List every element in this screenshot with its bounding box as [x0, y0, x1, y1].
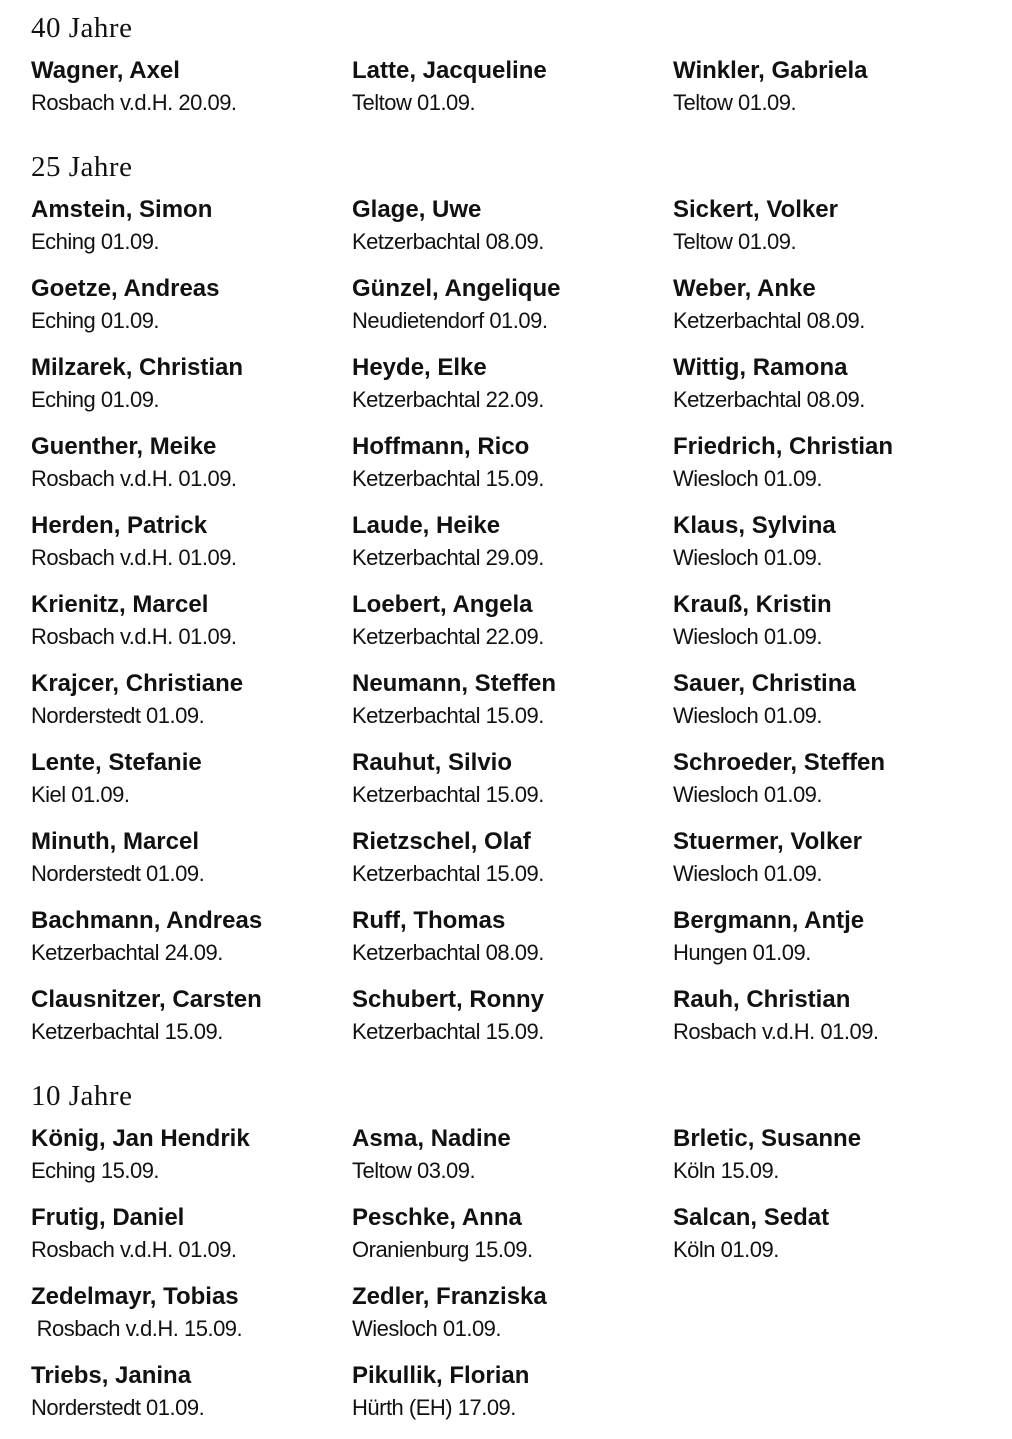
list-item	[31, 55, 351, 125]
list-item	[673, 55, 993, 125]
location-date: Norderstedt 01.09.	[31, 703, 205, 728]
employee-name: Wittig, Ramona	[673, 354, 848, 381]
location-date: Ketzerbachtal 24.09.	[31, 940, 223, 965]
employee-name: Zedler, Franziska	[352, 1283, 547, 1310]
employee-name: Peschke, Anna	[352, 1204, 522, 1231]
location-date: Teltow 01.09.	[673, 229, 797, 254]
list-item	[31, 1123, 351, 1193]
employee-name: Frutig, Daniel	[31, 1204, 185, 1231]
location-date: Ketzerbachtal 15.09.	[352, 703, 544, 728]
list-item	[352, 1281, 672, 1351]
location-date: Norderstedt 01.09.	[31, 861, 205, 886]
employee-name: Stuermer, Volker	[673, 828, 862, 855]
list-item	[31, 589, 351, 659]
employee-name: Günzel, Angelique	[352, 275, 561, 302]
employee-name: Zedelmayr, Tobias	[31, 1283, 239, 1310]
employee-name: Sauer, Christina	[673, 670, 856, 697]
location-date: Teltow 03.09.	[352, 1158, 476, 1183]
employee-name: König, Jan Hendrik	[31, 1125, 250, 1152]
location-date: Ketzerbachtal 08.09.	[352, 229, 544, 254]
location-date: Ketzerbachtal 29.09.	[352, 545, 544, 570]
location-date: Rosbach v.d.H. 15.09.	[31, 1316, 243, 1341]
location-date: Eching 01.09.	[31, 308, 160, 333]
employee-name: Glage, Uwe	[352, 196, 482, 223]
employee-name: Triebs, Janina	[31, 1362, 192, 1389]
list-item	[673, 905, 993, 975]
employee-name: Guenther, Meike	[31, 433, 217, 460]
employee-name: Ruff, Thomas	[352, 907, 506, 934]
list-item	[31, 1202, 351, 1272]
location-date: Ketzerbachtal 08.09.	[673, 387, 865, 412]
location-date: Ketzerbachtal 22.09.	[352, 624, 544, 649]
list-item	[352, 589, 672, 659]
employee-name: Schroeder, Steffen	[673, 749, 886, 776]
location-date: Rosbach v.d.H. 01.09.	[673, 1019, 879, 1044]
employee-name: Neumann, Steffen	[352, 670, 557, 697]
employee-name: Rietzschel, Olaf	[352, 828, 531, 855]
employee-name: Krauß, Kristin	[673, 591, 832, 618]
location-date: Wiesloch 01.09.	[673, 624, 823, 649]
employee-name: Asma, Nadine	[352, 1125, 511, 1152]
employee-name: Rauhut, Silvio	[352, 749, 513, 776]
employee-name: Brletic, Susanne	[673, 1125, 862, 1152]
employee-name: Milzarek, Christian	[31, 354, 244, 381]
list-item	[352, 352, 672, 422]
location-date: Wiesloch 01.09.	[673, 703, 823, 728]
list-item	[31, 194, 351, 264]
list-item	[673, 826, 993, 896]
employee-name: Klaus, Sylvina	[673, 512, 836, 539]
employee-name: Schubert, Ronny	[352, 986, 545, 1013]
employee-name: Amstein, Simon	[31, 196, 213, 223]
employee-name: Rauh, Christian	[673, 986, 851, 1013]
location-date: Rosbach v.d.H. 01.09.	[31, 545, 237, 570]
employee-name: Pikullik, Florian	[352, 1362, 530, 1389]
employee-name: Latte, Jacqueline	[352, 57, 547, 84]
section-title: 40 Jahre	[31, 12, 133, 44]
list-item	[31, 826, 351, 896]
location-date: Wiesloch 01.09.	[673, 861, 823, 886]
location-date: Wiesloch 01.09.	[673, 782, 823, 807]
employee-name: Heyde, Elke	[352, 354, 487, 381]
location-date: Ketzerbachtal 15.09.	[352, 466, 544, 491]
location-date: Norderstedt 01.09.	[31, 1395, 205, 1420]
employee-name: Herden, Patrick	[31, 512, 208, 539]
employee-name: Goetze, Andreas	[31, 275, 220, 302]
list-item	[352, 431, 672, 501]
employee-name: Bergmann, Antje	[673, 907, 865, 934]
location-date: Ketzerbachtal 15.09.	[352, 782, 544, 807]
list-item	[31, 352, 351, 422]
location-date: Neudietendorf 01.09.	[352, 308, 548, 333]
list-item	[31, 431, 351, 501]
employee-name: Laude, Heike	[352, 512, 501, 539]
list-item	[352, 747, 672, 817]
list-item	[352, 510, 672, 580]
list-item	[352, 905, 672, 975]
list-item	[352, 1202, 672, 1272]
employee-name: Hoffmann, Rico	[352, 433, 530, 460]
list-item	[673, 1202, 993, 1272]
employee-name: Krienitz, Marcel	[31, 591, 209, 618]
list-item	[673, 194, 993, 264]
employee-name: Sickert, Volker	[673, 196, 838, 223]
list-item	[352, 1360, 672, 1430]
list-item	[673, 352, 993, 422]
list-item	[352, 984, 672, 1054]
list-item	[352, 1123, 672, 1193]
location-date: Oranienburg 15.09.	[352, 1237, 533, 1262]
location-date: Wiesloch 01.09.	[352, 1316, 502, 1341]
list-item	[352, 826, 672, 896]
employee-name: Loebert, Angela	[352, 591, 533, 618]
list-item	[31, 510, 351, 580]
location-date: Ketzerbachtal 15.09.	[352, 861, 544, 886]
location-date: Ketzerbachtal 15.09.	[352, 1019, 544, 1044]
list-item	[31, 984, 351, 1054]
location-date: Kiel 01.09.	[31, 782, 130, 807]
location-date: Teltow 01.09.	[673, 90, 797, 115]
list-item	[31, 905, 351, 975]
list-item	[31, 1281, 351, 1351]
section-title: 10 Jahre	[31, 1080, 133, 1112]
location-date: Eching 01.09.	[31, 387, 160, 412]
location-date: Eching 15.09.	[31, 1158, 160, 1183]
location-date: Teltow 01.09.	[352, 90, 476, 115]
list-item	[31, 747, 351, 817]
list-item	[31, 668, 351, 738]
employee-name: Krajcer, Christiane	[31, 670, 244, 697]
list-item	[673, 510, 993, 580]
list-item	[352, 194, 672, 264]
employee-name: Minuth, Marcel	[31, 828, 200, 855]
location-date: Hungen 01.09.	[673, 940, 811, 965]
list-item	[673, 1123, 993, 1193]
employee-name: Bachmann, Andreas	[31, 907, 263, 934]
location-date: Köln 01.09.	[673, 1237, 779, 1262]
location-date: Ketzerbachtal 15.09.	[31, 1019, 223, 1044]
list-item	[673, 589, 993, 659]
list-item	[31, 1360, 351, 1430]
employee-name: Clausnitzer, Carsten	[31, 986, 262, 1013]
location-date: Rosbach v.d.H. 20.09.	[31, 90, 237, 115]
location-date: Wiesloch 01.09.	[673, 466, 823, 491]
list-item	[352, 273, 672, 343]
list-item	[673, 747, 993, 817]
list-item	[673, 668, 993, 738]
list-item	[673, 431, 993, 501]
list-item	[352, 668, 672, 738]
location-date: Hürth (EH) 17.09.	[352, 1395, 516, 1420]
section-title: 25 Jahre	[31, 151, 133, 183]
employee-name: Winkler, Gabriela	[673, 57, 868, 84]
employee-name: Friedrich, Christian	[673, 433, 894, 460]
employee-name: Salcan, Sedat	[673, 1204, 830, 1231]
location-date: Eching 01.09.	[31, 229, 160, 254]
employee-name: Weber, Anke	[673, 275, 816, 302]
location-date: Rosbach v.d.H. 01.09.	[31, 1237, 237, 1262]
location-date: Wiesloch 01.09.	[673, 545, 823, 570]
location-date: Ketzerbachtal 08.09.	[352, 940, 544, 965]
employee-name: Wagner, Axel	[31, 57, 180, 84]
location-date: Rosbach v.d.H. 01.09.	[31, 466, 237, 491]
list-item	[31, 273, 351, 343]
list-item	[352, 55, 672, 125]
location-date: Rosbach v.d.H. 01.09.	[31, 624, 237, 649]
location-date: Ketzerbachtal 08.09.	[673, 308, 865, 333]
location-date: Ketzerbachtal 22.09.	[352, 387, 544, 412]
employee-name: Lente, Stefanie	[31, 749, 202, 776]
list-item	[673, 273, 993, 343]
location-date: Köln 15.09.	[673, 1158, 779, 1183]
list-item	[673, 984, 993, 1054]
